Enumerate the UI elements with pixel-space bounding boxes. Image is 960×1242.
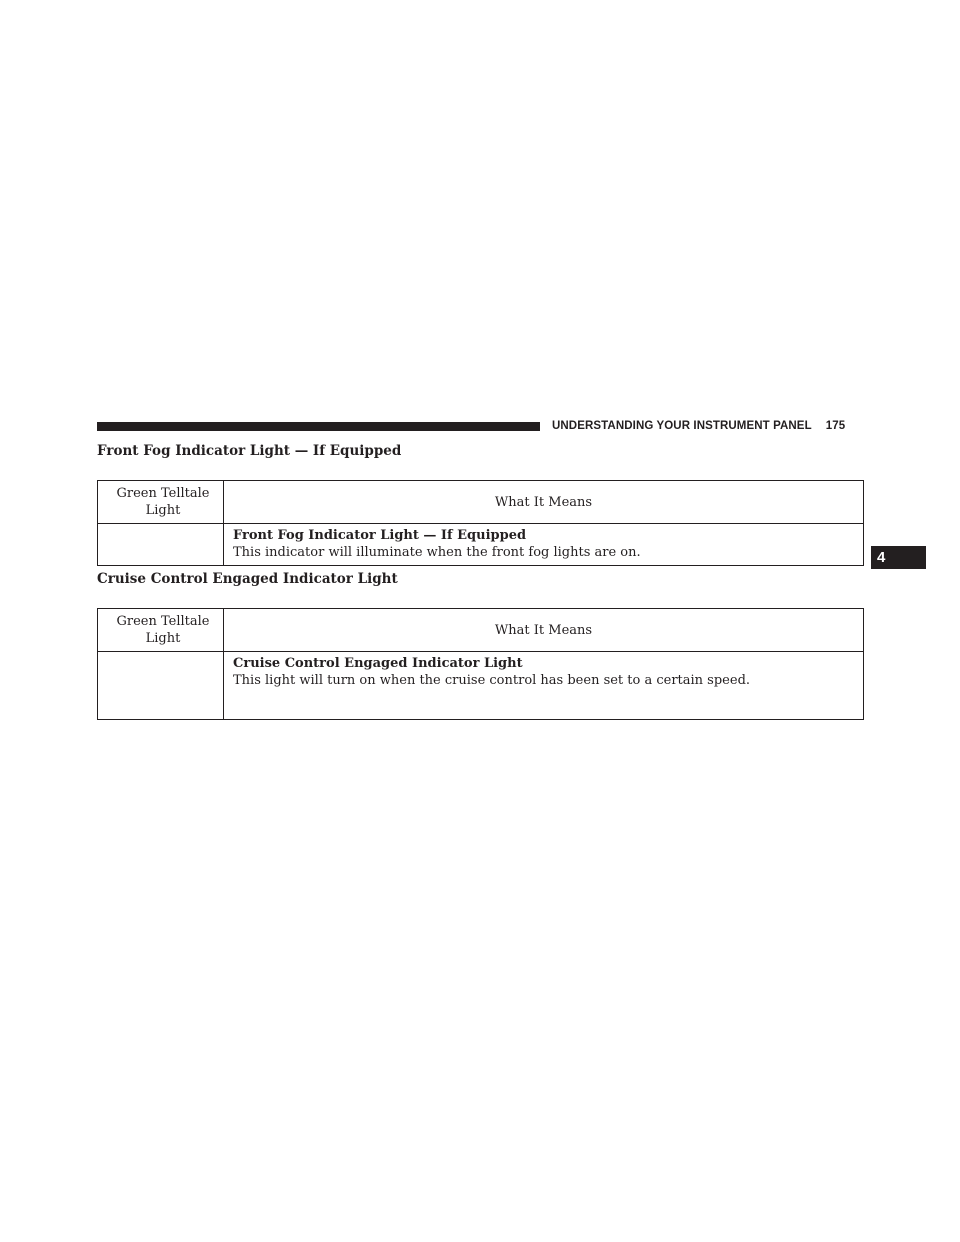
table-row [98, 652, 864, 720]
header-green-telltale-label: Green Telltale Light [116, 614, 210, 646]
section-heading-front-fog: Front Fog Indicator Light — If Equipped [97, 443, 402, 459]
row-title: Front Fog Indicator Light — If Equipped [233, 528, 527, 543]
page-number: 175 [825, 420, 846, 432]
description-cell [224, 524, 864, 566]
header-title: UNDERSTANDING YOUR INSTRUMENT PANEL [552, 420, 812, 432]
table-header-row [98, 609, 864, 652]
header-cell-green-telltale [98, 481, 224, 524]
header-rule [97, 422, 540, 431]
running-header [552, 420, 845, 432]
table-header-row [98, 481, 864, 524]
telltale-table-front-fog [97, 480, 864, 566]
telltale-icon-cell [98, 652, 224, 720]
chapter-tab: 4 [871, 546, 926, 569]
section-heading-cruise-control: Cruise Control Engaged Indicator Light [97, 571, 398, 587]
telltale-icon-cell [98, 524, 224, 566]
table-row [98, 524, 864, 566]
header-cell-what-it-means: What It Means [224, 481, 864, 524]
row-description: This indicator will illuminate when the front fog lights are on. [233, 545, 641, 560]
row-title: Cruise Control Engaged Indicator Light [233, 656, 523, 671]
header-cell-what-it-means: What It Means [224, 609, 864, 652]
row-description: This light will turn on when the cruise control has been set to a certain speed. [233, 673, 751, 688]
description-cell [224, 652, 864, 720]
header-cell-green-telltale [98, 609, 224, 652]
telltale-table-cruise-control [97, 608, 864, 720]
header-green-telltale-label: Green Telltale Light [116, 486, 210, 518]
